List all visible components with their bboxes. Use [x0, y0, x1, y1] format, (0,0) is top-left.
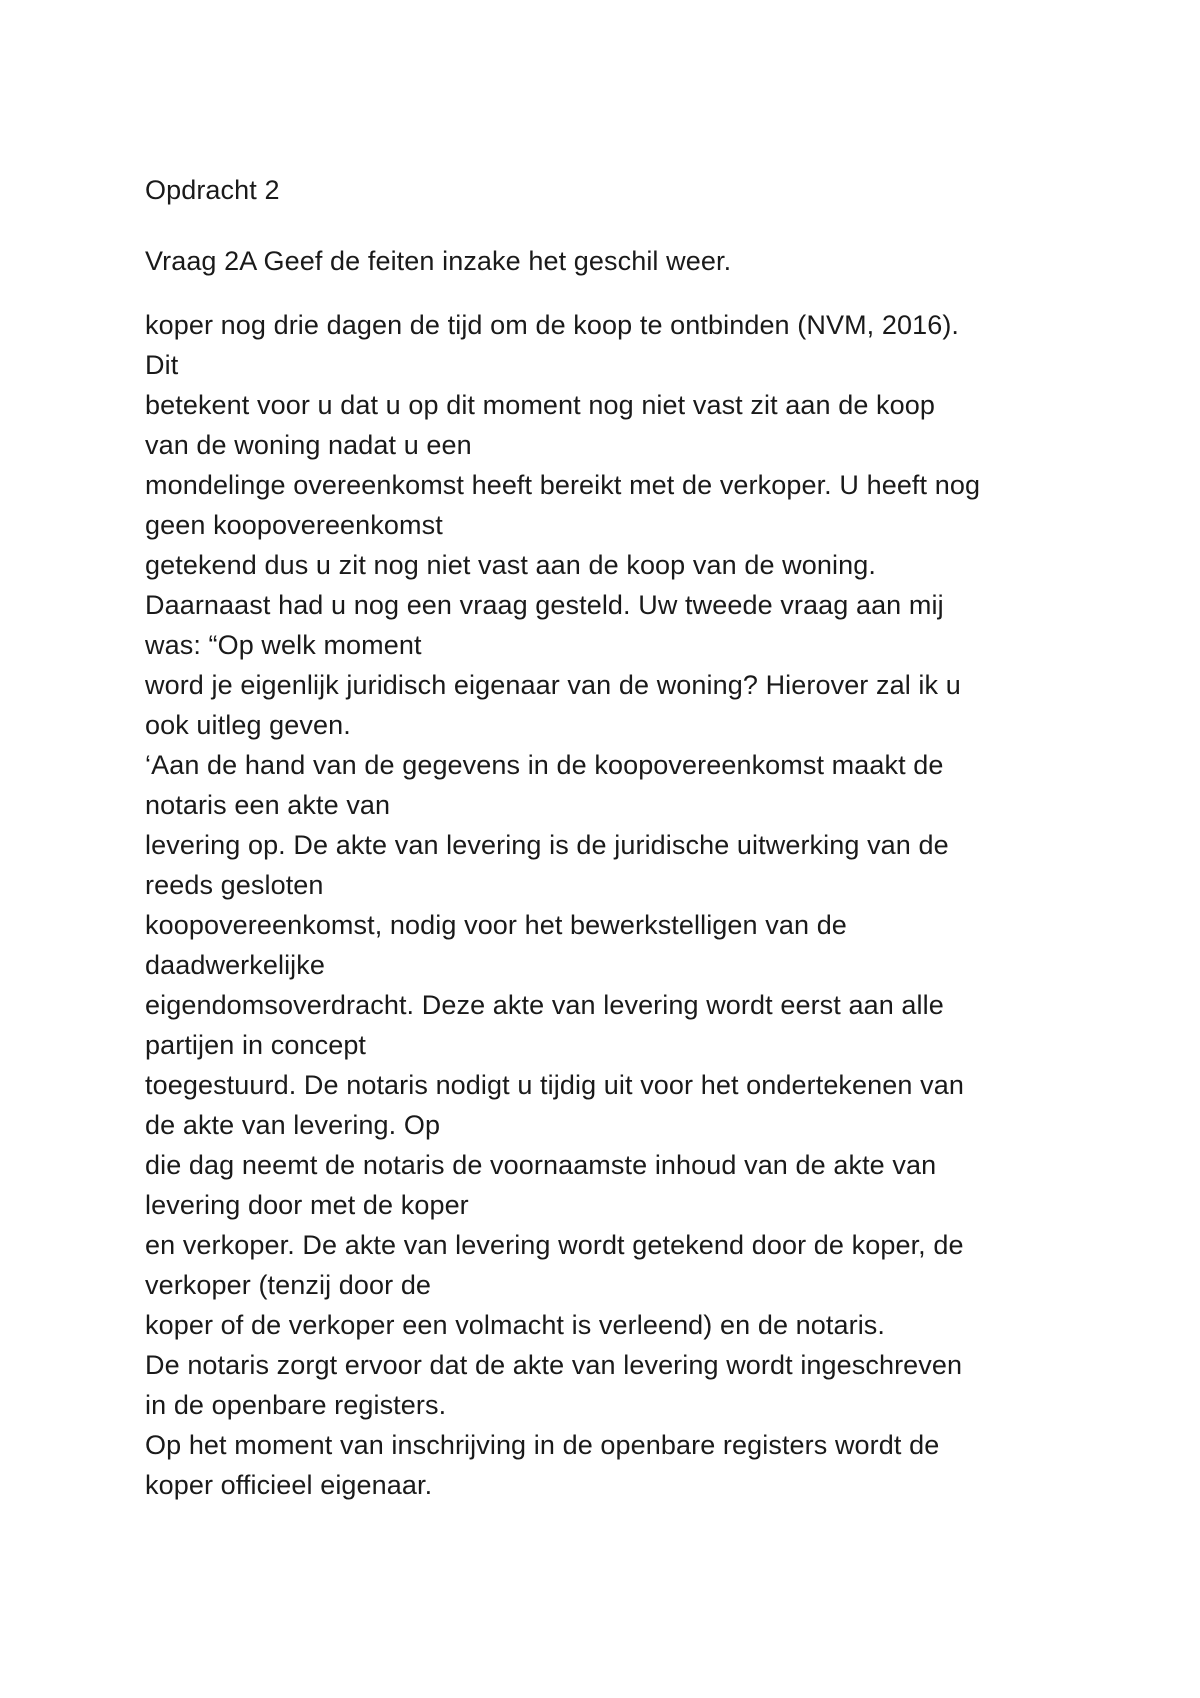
- text-line: koper of de verkoper een volmacht is verleend) en de notaris.: [145, 1310, 886, 1340]
- text-line: in de openbare registers.: [145, 1390, 447, 1420]
- text-line: was: “Op welk moment: [145, 630, 422, 660]
- text-line: mondelinge overeenkomst heeft bereikt met de verkoper. U heeft nog: [145, 470, 981, 500]
- text-line: eigendomsoverdracht. Deze akte van levering wordt eerst aan alle: [145, 990, 944, 1020]
- text-line: koper officieel eigenaar.: [145, 1470, 433, 1500]
- text-line: de akte van levering. Op: [145, 1110, 441, 1140]
- document-body: [145, 170, 1085, 1505]
- text-line: die dag neemt de notaris de voornaamste inhoud van de akte van: [145, 1150, 937, 1180]
- question-line: Vraag 2A Geef de feiten inzake het geschil weer.: [145, 246, 732, 276]
- text-line: Dit: [145, 350, 179, 380]
- text-line: daadwerkelijke: [145, 950, 325, 980]
- text-line: levering op. De akte van levering is de juridische uitwerking van de: [145, 830, 949, 860]
- text-line: levering door met de koper: [145, 1190, 469, 1220]
- text-line: toegestuurd. De notaris nodigt u tijdig uit voor het ondertekenen van: [145, 1070, 964, 1100]
- text-line: word je eigenlijk juridisch eigenaar van de woning? Hierover zal ik u: [145, 670, 961, 700]
- text-line: koper nog drie dagen de tijd om de koop te ontbinden (NVM, 2016).: [145, 310, 960, 340]
- text-line: geen koopovereenkomst: [145, 510, 443, 540]
- text-line: Op het moment van inschrijving in de openbare registers wordt de: [145, 1430, 940, 1460]
- text-line: partijen in concept: [145, 1030, 367, 1060]
- text-line: van de woning nadat u een: [145, 430, 472, 460]
- text-line: betekent voor u dat u op dit moment nog niet vast zit aan de koop: [145, 390, 936, 420]
- text-line: ‘Aan de hand van de gegevens in de koopovereenkomst maakt de: [145, 750, 944, 780]
- text-line: getekend dus u zit nog niet vast aan de koop van de woning.: [145, 550, 876, 580]
- text-line: verkoper (tenzij door de: [145, 1270, 432, 1300]
- text-line: notaris een akte van: [145, 790, 391, 820]
- document-heading: Opdracht 2: [145, 175, 280, 205]
- text-line: Daarnaast had u nog een vraag gesteld. Uw tweede vraag aan mij: [145, 590, 944, 620]
- text-line: en verkoper. De akte van levering wordt getekend door de koper, de: [145, 1230, 964, 1260]
- text-line: reeds gesloten: [145, 870, 324, 900]
- text-line: ook uitleg geven.: [145, 710, 351, 740]
- text-line: De notaris zorgt ervoor dat de akte van levering wordt ingeschreven: [145, 1350, 963, 1380]
- text-line: koopovereenkomst, nodig voor het bewerkstelligen van de: [145, 910, 847, 940]
